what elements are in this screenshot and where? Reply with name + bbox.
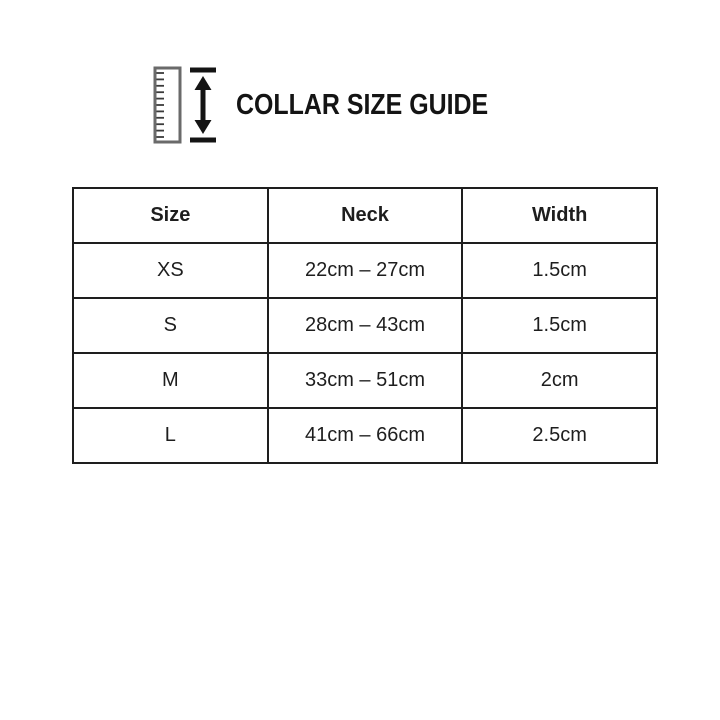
- cell-neck: 28cm – 43cm: [268, 298, 463, 353]
- column-header-width: Width: [462, 188, 657, 243]
- column-header-size: Size: [73, 188, 268, 243]
- column-header-neck: Neck: [268, 188, 463, 243]
- table-row-s: [73, 298, 657, 353]
- page-title: COLLAR SIZE GUIDE: [236, 88, 489, 121]
- size-guide-header: [152, 63, 529, 147]
- cell-size: L: [73, 408, 268, 463]
- table-row-xs: [73, 243, 657, 298]
- cell-neck: 41cm – 66cm: [268, 408, 463, 463]
- cell-size: M: [73, 353, 268, 408]
- table-row-m: [73, 353, 657, 408]
- cell-width: 1.5cm: [462, 243, 657, 298]
- cell-neck: 22cm – 27cm: [268, 243, 463, 298]
- cell-neck: 33cm – 51cm: [268, 353, 463, 408]
- cell-width: 2cm: [462, 353, 657, 408]
- cell-width: 2.5cm: [462, 408, 657, 463]
- collar-size-table: [72, 187, 658, 464]
- double-arrow-icon: [190, 70, 216, 140]
- table-header-row: [73, 188, 657, 243]
- cell-size: S: [73, 298, 268, 353]
- cell-width: 1.5cm: [462, 298, 657, 353]
- ruler-height-icon: [152, 64, 218, 146]
- table-row-l: [73, 408, 657, 463]
- cell-size: XS: [73, 243, 268, 298]
